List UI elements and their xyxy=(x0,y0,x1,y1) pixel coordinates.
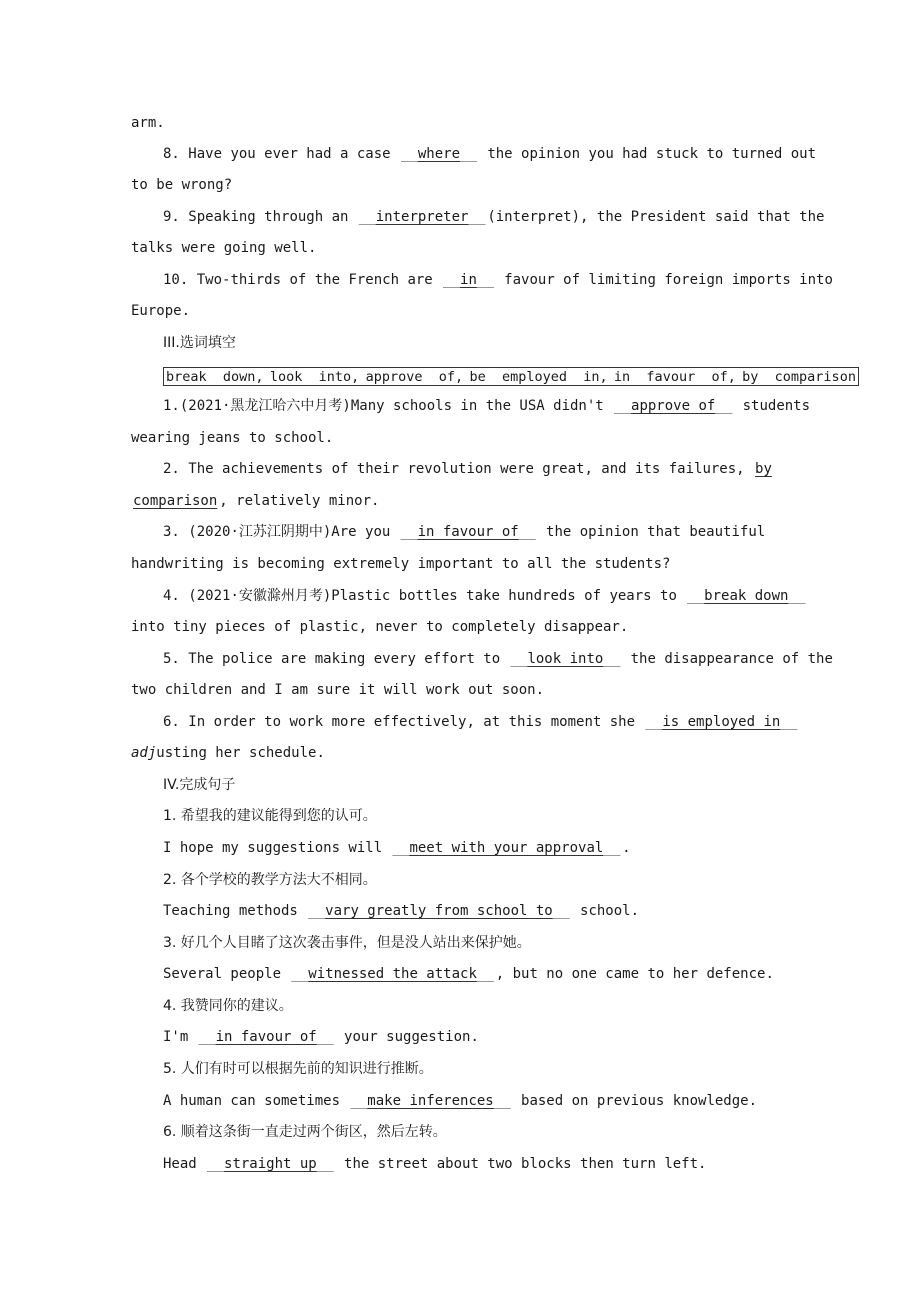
answer-blank: witnessed the attack xyxy=(308,966,477,982)
s4-item-1-prompt: 1. 希望我的建议能得到您的认可。 xyxy=(163,808,377,824)
word-bank-item: look into, xyxy=(269,369,360,385)
item-number: 4. xyxy=(163,588,180,604)
s4-item-3-prompt: 3. 好几个人目睹了这次袭击事件，但是没人站出来保护她。 xyxy=(163,935,531,951)
s3-item-3-cont: handwriting is becoming extremely important to all the students? xyxy=(131,556,671,572)
answer-blank: interpreter xyxy=(375,209,469,225)
item-number: 2. xyxy=(163,461,180,477)
s4-item-4-prompt: 4. 我赞同你的建议。 xyxy=(163,998,293,1014)
answer-blank: approve of xyxy=(631,398,716,414)
item-text: , relatively minor. xyxy=(219,493,380,509)
section-heading-4: IV.完成句子 xyxy=(163,777,236,793)
answer-blank: straight up xyxy=(224,1156,317,1172)
answer-blank: make inferences xyxy=(367,1093,494,1109)
s3-item-3 xyxy=(163,522,765,542)
item-text: based on previous knowledge. xyxy=(512,1093,758,1109)
s3-item-1-cont: wearing jeans to school. xyxy=(131,430,334,446)
item-text: Two-thirds of the French are xyxy=(196,272,442,288)
word-bank-item: be employed in, xyxy=(469,369,608,385)
answer-blank-part1: by xyxy=(755,461,772,477)
s2-item-9 xyxy=(163,207,824,227)
answer-blank: in favour of xyxy=(215,1029,317,1045)
answer-blank: is employed in xyxy=(662,714,781,730)
answer-blank-part2: comparison xyxy=(133,493,218,509)
item-number: 9. xyxy=(163,209,180,225)
item-text: the opinion you had stuck to turned out xyxy=(478,146,817,162)
item-text: the disappearance of the xyxy=(622,651,833,667)
section-heading-3: III.选词填空 xyxy=(163,335,236,351)
item-text: the opinion that beautiful xyxy=(537,524,766,540)
item-text: Head xyxy=(163,1156,206,1172)
item-text: (interpret), the President said that the xyxy=(487,209,825,225)
item-text: Teaching methods xyxy=(163,903,307,919)
answer-blank: look into xyxy=(527,651,604,667)
s4-item-5-answer-line xyxy=(163,1091,757,1111)
answer-blank: meet with your approval xyxy=(409,840,604,856)
word-bank-item: by comparison xyxy=(742,369,856,385)
item-text: A human can sometimes xyxy=(163,1093,349,1109)
item-text: the street about two blocks then turn left. xyxy=(335,1156,707,1172)
s2-item-8 xyxy=(163,144,816,164)
italic-fragment: adj xyxy=(131,745,157,761)
carryover-text: arm. xyxy=(131,115,165,131)
item-text: your suggestion. xyxy=(335,1029,479,1045)
s3-item-2 xyxy=(163,459,774,479)
answer-blank: where xyxy=(417,146,461,162)
item-text: , but no one came to her defence. xyxy=(495,966,774,982)
item-text: Speaking through an xyxy=(188,209,357,225)
s4-item-5-prompt: 5. 人们有时可以根据先前的知识进行推断。 xyxy=(163,1061,433,1077)
s3-item-6 xyxy=(163,712,799,732)
answer-blank: in favour of xyxy=(417,524,519,540)
item-number: 3. xyxy=(163,524,180,540)
item-text: Have you ever had a case xyxy=(188,146,400,162)
s3-item-5-cont: two children and I am sure it will work out soon. xyxy=(131,682,545,698)
item-text: I'm xyxy=(163,1029,197,1045)
item-number: 10. xyxy=(163,272,189,288)
s2-item-8-cont: to be wrong? xyxy=(131,177,233,193)
item-text: In order to work more effectively, at this moment she xyxy=(188,714,644,730)
item-text: (2020·江苏江阴期中)Are you xyxy=(188,524,399,540)
s3-item-4 xyxy=(163,586,807,606)
s4-item-1-answer-line xyxy=(163,838,631,858)
answer-blank: vary greatly from school to xyxy=(325,903,553,919)
item-text: students xyxy=(734,398,811,414)
s3-item-2-cont xyxy=(131,491,379,511)
s4-item-2-answer-line xyxy=(163,901,639,921)
s3-item-5 xyxy=(163,649,833,669)
item-text: The achievements of their revolution were great, and its failures, xyxy=(188,461,754,477)
item-number: 1. xyxy=(163,398,180,414)
item-text: I hope my suggestions will xyxy=(163,840,391,856)
word-bank-box xyxy=(163,367,859,386)
item-number: 8. xyxy=(163,146,180,162)
item-text: . xyxy=(622,840,631,856)
answer-blank: break down xyxy=(704,588,789,604)
answer-blank: in xyxy=(460,272,477,288)
item-number: 5. xyxy=(163,651,180,667)
s3-item-1 xyxy=(163,396,810,416)
word-bank-item: in favour of, xyxy=(613,369,736,385)
s4-item-2-prompt: 2. 各个学校的教学方法大不相同。 xyxy=(163,872,377,888)
item-text: (2021·安徽滁州月考)Plastic bottles take hundreds of years to xyxy=(188,588,686,604)
s3-item-6-cont xyxy=(131,743,325,763)
s4-item-4-answer-line xyxy=(163,1027,479,1047)
item-text: (2021·黑龙江哈六中月考)Many schools in the USA didn't xyxy=(179,398,613,414)
s4-item-6-prompt: 6. 顺着这条街一直走过两个街区，然后左转。 xyxy=(163,1124,447,1140)
word-bank-item: approve of, xyxy=(365,369,464,385)
item-text: favour of limiting foreign imports into xyxy=(495,272,833,288)
s2-item-10-cont: Europe. xyxy=(131,303,191,319)
s4-item-6-answer-line xyxy=(163,1154,706,1174)
s2-item-9-cont: talks were going well. xyxy=(131,240,317,256)
s2-item-10 xyxy=(163,270,833,290)
item-text: school. xyxy=(571,903,640,919)
word-bank-item: break down, xyxy=(166,369,264,385)
s3-item-4-cont: into tiny pieces of plastic, never to completely disappear. xyxy=(131,619,629,635)
item-text: Several people xyxy=(163,966,290,982)
item-text: usting her schedule. xyxy=(156,745,325,761)
item-number: 6. xyxy=(163,714,180,730)
s4-item-3-answer-line xyxy=(163,964,774,984)
item-text: The police are making every effort to xyxy=(188,651,509,667)
